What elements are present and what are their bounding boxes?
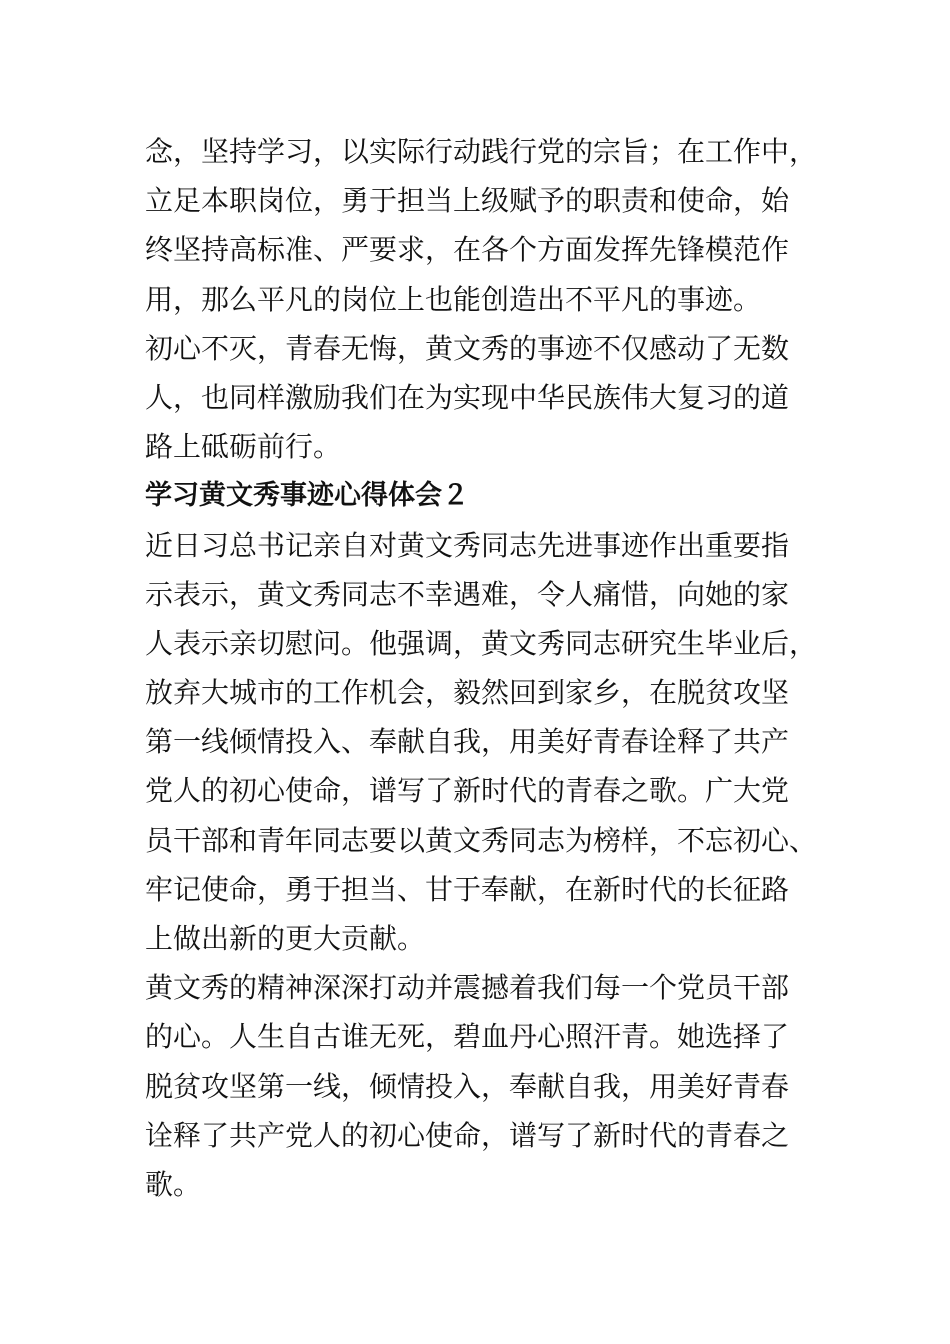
- text-line: 终坚持高标准、严要求，在各个方面发挥先锋模范作: [145, 233, 790, 267]
- text-line: 念，坚持学习，以实际行动践行党的宗旨；在工作中，: [145, 135, 818, 168]
- text-line: 用，那么平凡的岗位上也能创造出不平凡的事迹。: [145, 282, 762, 316]
- document-body: [145, 127, 835, 1209]
- text-line: 歌。: [145, 1167, 202, 1201]
- text-line: 员干部和青年同志要以黄文秀同志为榜样，不忘初心、: [145, 823, 818, 857]
- text-line: 的心。人生自古谁无死，碧血丹心照汗青。她选择了: [145, 1020, 790, 1054]
- text-line: 上做出新的更大贡献。: [145, 922, 426, 955]
- text-line: 人表示亲切慰问。他强调，黄文秀同志研究生毕业后，: [145, 626, 818, 660]
- text-line: 黄文秀的精神深深打动并震撼着我们每一个党员干部: [145, 971, 790, 1005]
- text-line: 近日习总书记亲自对黄文秀同志先进事迹作出重要指: [145, 528, 790, 562]
- text-line: 诠释了共产党人的初心使命，谱写了新时代的青春之: [145, 1118, 790, 1152]
- text-line: 党人的初心使命，谱写了新时代的青春之歌。广大党: [145, 774, 790, 808]
- section-heading: 学习黄文秀事迹心得体会２: [145, 480, 469, 512]
- text-line: 初心不灭，青春无悔，黄文秀的事迹不仅感动了无数: [145, 331, 790, 365]
- text-line: 人，也同样激励我们在为实现中华民族伟大复习的道: [145, 380, 790, 414]
- text-line: 脱贫攻坚第一线，倾情投入，奉献自我，用美好青春: [145, 1069, 790, 1103]
- text-line: 立足本职岗位，勇于担当上级赋予的职责和使命，始: [145, 184, 790, 218]
- text-line: 路上砥砺前行。: [145, 430, 342, 464]
- text-line: 示表示，黄文秀同志不幸遇难，令人痛惜，向她的家: [145, 577, 790, 611]
- text-line: 放弃大城市的工作机会，毅然回到家乡，在脱贫攻坚: [145, 676, 790, 710]
- text-line: 第一线倾情投入、奉献自我，用美好青春诠释了共产: [145, 725, 790, 759]
- text-line: 牢记使命，勇于担当、甘于奉献，在新时代的长征路: [145, 872, 790, 906]
